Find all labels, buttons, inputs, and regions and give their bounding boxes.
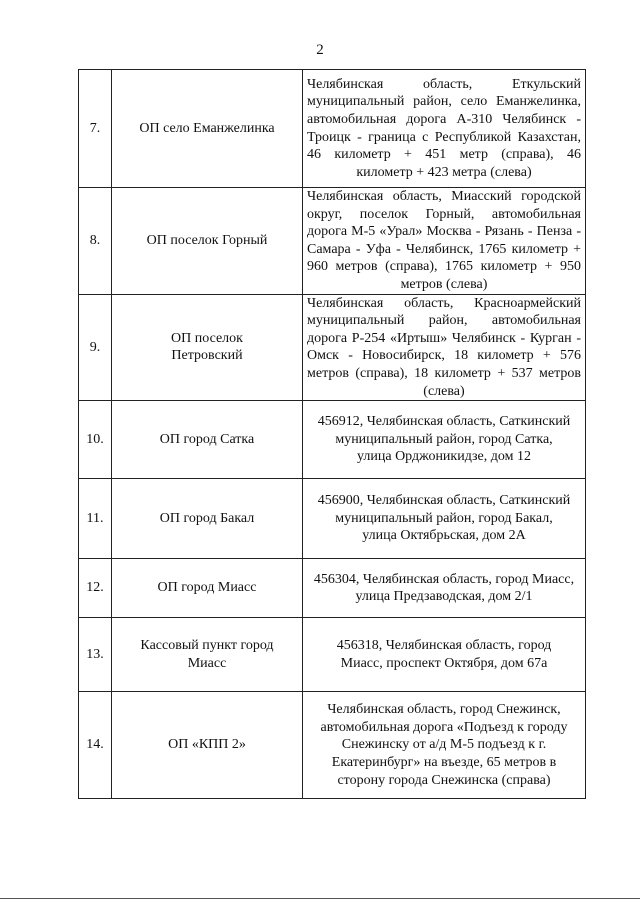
table-row <box>79 618 586 692</box>
office-name: ОП город Миасс <box>112 559 303 618</box>
office-name: Кассовый пункт город Миасс <box>112 618 303 692</box>
table-row <box>79 188 586 295</box>
office-address: Челябинская область, Красноармейский муниципальный район, автомобильная дорога Р-254 «Иртыш» Челябинск - Курган - Омск - Новосибирск, 18 километр + 576 метров (справа), 18 километр + 537 метров (слева) <box>303 294 586 401</box>
office-name: ОП город Сатка <box>112 401 303 479</box>
row-number: 10. <box>79 401 112 479</box>
office-address: 456900, Челябинская область, Саткинский муниципальный район, город Бакал, улица Октябрьская, дом 2А <box>303 479 586 559</box>
table-row <box>79 294 586 401</box>
row-number: 7. <box>79 70 112 188</box>
table-row <box>79 401 586 479</box>
office-name: ОП «КПП 2» <box>112 692 303 799</box>
office-address: Челябинская область, Еткульский муниципальный район, село Еманжелинка, автомобильная дорога А-310 Челябинск - Троицк - граница с Республикой Казахстан, 46 километр + 451 метр (справа), 46 километр + 423 метра (слева) <box>303 70 586 188</box>
row-number: 13. <box>79 618 112 692</box>
table-row <box>79 70 586 188</box>
office-address: Челябинская область, Миасский городской округ, поселок Горный, автомобильная дорога М-5 «Урал» Москва - Рязань - Пенза - Самара - Уфа - Челябинск, 1765 километр + 960 метров (справа), 1765 километр + 950 метров (слева) <box>303 188 586 295</box>
office-address: 456912, Челябинская область, Саткинский муниципальный район, город Сатка, улица Орджоникидзе, дом 12 <box>303 401 586 479</box>
office-address: Челябинская область, город Снежинск, автомобильная дорога «Подъезд к городу Снежинску от а/д М-5 подъезд к г. Екатеринбург» на въезде, 65 метров в сторону города Снежинска (справа) <box>303 692 586 799</box>
office-name: ОП город Бакал <box>112 479 303 559</box>
table-row <box>79 559 586 618</box>
office-name: ОП поселок Петровский <box>112 294 303 401</box>
table-row <box>79 479 586 559</box>
row-number: 9. <box>79 294 112 401</box>
offices-table <box>78 69 586 799</box>
table-row <box>79 692 586 799</box>
page-number: 2 <box>316 42 324 58</box>
office-name: ОП поселок Горный <box>112 188 303 295</box>
office-address: 456304, Челябинская область, город Миасс, улица Предзаводская, дом 2/1 <box>303 559 586 618</box>
office-name: ОП село Еманжелинка <box>112 70 303 188</box>
office-address: 456318, Челябинская область, город Миасс, проспект Октября, дом 67а <box>303 618 586 692</box>
bottom-rule <box>0 898 640 899</box>
row-number: 11. <box>79 479 112 559</box>
row-number: 12. <box>79 559 112 618</box>
row-number: 14. <box>79 692 112 799</box>
row-number: 8. <box>79 188 112 295</box>
